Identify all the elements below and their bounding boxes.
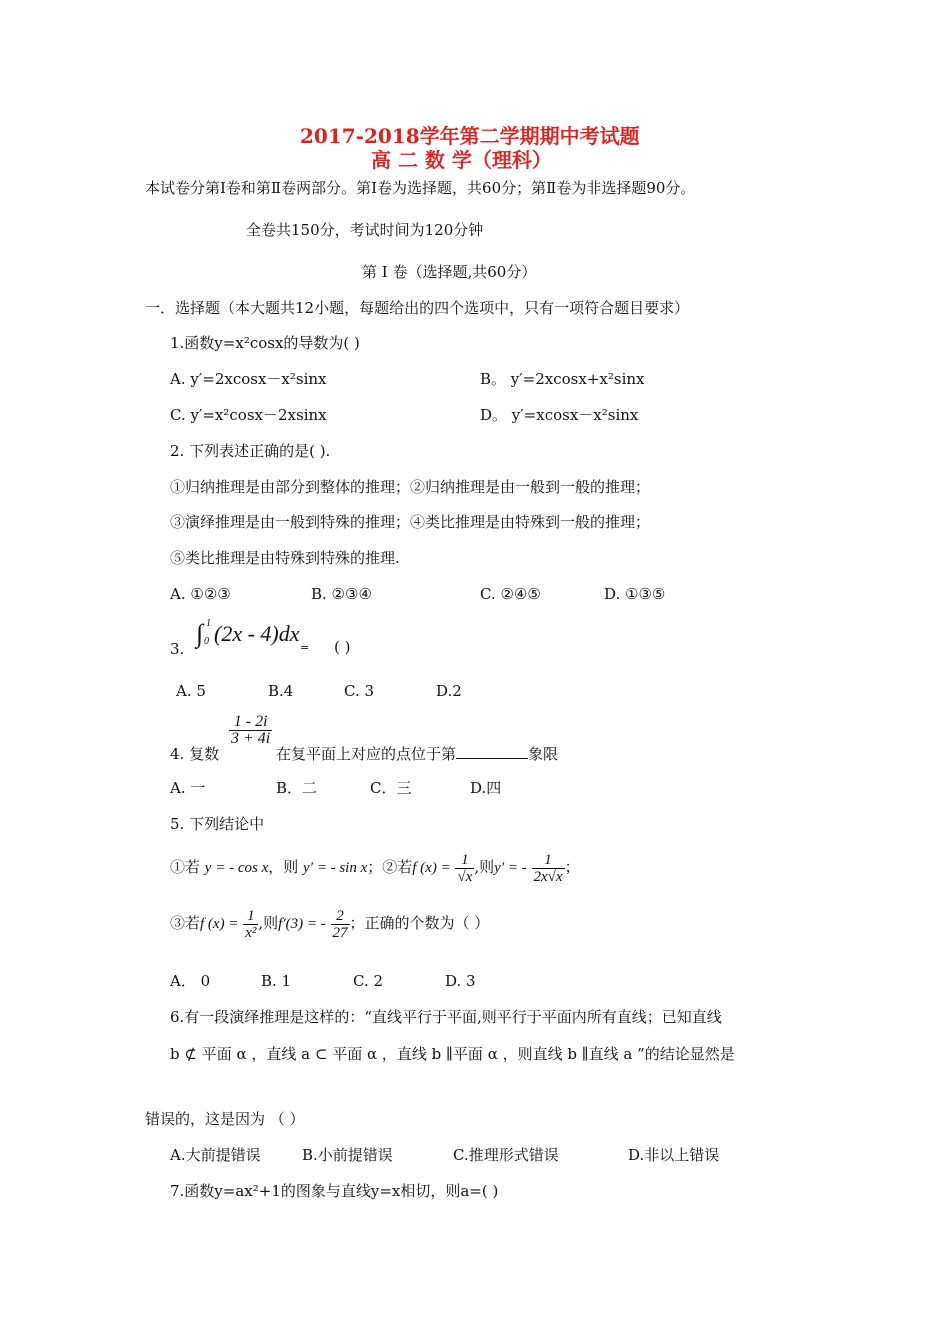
q5-s2-frac2-den: 27 — [332, 924, 348, 941]
q5-s1-frac2-num: 1 — [532, 852, 565, 869]
q6-stem: 6.有一段演绎推理是这样的：“直线平行于平面,则平行于平面内所有直线；已知直线 — [170, 1008, 722, 1026]
q1-option-d: D。 y′=xcosx－x²sinx — [480, 406, 639, 424]
exam-title: 2017-2018学年第二学期期中考试题 — [300, 124, 640, 148]
q5-s1-frac1-den: √x — [457, 868, 473, 885]
q3-equals: = — [300, 641, 310, 654]
q5-s2-text-b: ,则 — [258, 914, 279, 932]
q4-frac-numerator: 1 - 2i — [229, 714, 272, 731]
q2-option-a: A. ①②③ — [170, 585, 231, 603]
q1-option-c: C. y′=x²cosx－2xsinx — [170, 406, 327, 424]
q1-stem: 1.函数y=x²cosx的导数为( ) — [170, 334, 360, 352]
q5-s1-expr3: f (x) = — [412, 860, 451, 876]
q3-integrand: (2x - 4)dx — [214, 621, 300, 646]
q5-option-d: D. 3 — [445, 972, 476, 990]
q4-option-d: D.四 — [470, 779, 502, 797]
q5-s2-expr: f (x) = — [200, 916, 239, 932]
q7-stem: 7.函数y=ax²+1的图象与直线y=x相切，则a=( ) — [170, 1182, 499, 1200]
q5-option-a: A． 0 — [170, 972, 211, 990]
intro-line-2: 全卷共150分，考试时间为120分钟 — [246, 221, 484, 239]
q4-answer-blank — [456, 744, 528, 759]
q5-s1-frac1-num: 1 — [455, 852, 474, 869]
q5-s2-expr2: f′(3) = - — [278, 916, 326, 932]
q3-option-b: B.4 — [268, 682, 294, 700]
q4-fraction — [229, 714, 272, 747]
q5-option-c: C. 2 — [353, 972, 384, 990]
q4-option-b: B．二 — [276, 779, 318, 797]
q5-option-b: B. 1 — [261, 972, 292, 990]
q4-stem-text: 在复平面上对应的点位于第 — [276, 745, 457, 763]
q3-number: 3. — [170, 640, 185, 658]
q5-s1-text-a: ①若 — [170, 858, 201, 876]
q6-line-3: 错误的，这是因为 （ ） — [145, 1110, 305, 1128]
q5-s1-text-d: ,则 — [474, 858, 495, 876]
section-heading: 一．选择题（本大题共12小题，每题给出的四个选项中，只有一项符合题目要求） — [145, 299, 690, 317]
q5-s2-frac1-num: 1 — [243, 908, 258, 925]
q1-option-a: A. y′=2xcosx－x²sinx — [170, 370, 327, 388]
q2-statement-3: ⑤类比推理是由特殊到特殊的推理. — [170, 549, 400, 567]
q2-stem: 2. 下列表述正确的是( ). — [170, 442, 331, 460]
exam-subtitle: 高 二 数 学（理科） — [371, 148, 552, 172]
q6-option-d: D.非以上错误 — [628, 1146, 720, 1164]
q2-option-d: D. ①③⑤ — [604, 585, 666, 603]
q4-stem-rest — [276, 744, 558, 764]
q3-option-a: A. 5 — [176, 682, 206, 700]
part1-title: 第 Ⅰ 卷（选择题,共60分） — [362, 263, 537, 281]
q5-s1-text-b: ，则 — [268, 858, 299, 876]
q3-option-c: C. 3 — [344, 682, 375, 700]
q5-s2-frac1-den: x² — [245, 924, 257, 941]
q6-option-c: C.推理形式错误 — [453, 1146, 559, 1164]
q4-option-a: A. 一 — [170, 779, 206, 797]
q5-s2-text-a: ③若 — [170, 914, 201, 932]
q3-upper-limit: 1 — [206, 618, 211, 629]
q4-stem-end: 象限 — [528, 745, 559, 763]
q2-option-c: C. ②④⑤ — [480, 585, 541, 603]
q4-number: 4. 复数 — [170, 745, 220, 763]
intro-line-1: 本试卷分第Ⅰ卷和第Ⅱ卷两部分。第Ⅰ卷为选择题，共60分；第Ⅱ卷为非选择题90分。 — [145, 179, 696, 197]
q2-option-b: B. ②③④ — [311, 585, 372, 603]
q6-line-2: b ⊄ 平面 α ，直线 a ⊂ 平面 α ，直线 b ∥平面 α ，则直线 b ∥直线 a ”的结论显然是 — [170, 1045, 735, 1063]
q3-option-d: D.2 — [436, 682, 462, 700]
q4-frac-denominator: 3 + 4i — [231, 730, 271, 747]
q5-s1-text-e: ； — [564, 858, 580, 876]
q1-option-b: B。 y′=2xcosx+x²sinx — [480, 370, 645, 388]
q5-stem: 5. 下列结论中 — [170, 815, 265, 833]
q6-option-b: B.小前提错误 — [302, 1146, 393, 1164]
q5-s1-text-c: ；②若 — [367, 858, 413, 876]
q5-statement-1 — [170, 850, 580, 885]
q3-answer-paren: ( ) — [334, 638, 351, 656]
q5-s1-frac2-den: 2x√x — [533, 868, 563, 885]
q5-s1-expr4: y′ = - — [494, 860, 527, 876]
q3-lower-limit: 0 — [204, 636, 209, 647]
q5-s1-expr: y = - cos x — [204, 860, 269, 876]
q2-statement-1: ①归纳推理是由部分到整体的推理；②归纳推理是由一般到一般的推理； — [170, 478, 651, 496]
q5-s2-text-c: ；正确的个数为（ ） — [349, 914, 490, 932]
q5-statement-2 — [170, 906, 489, 941]
q5-s1-expr2: y′ = - sin x — [303, 860, 368, 876]
q6-option-a: A.大前提错误 — [170, 1146, 261, 1164]
q2-statement-2: ③演绎推理是由一般到特殊的推理；④类比推理是由特殊到一般的推理； — [170, 513, 651, 531]
q4-option-c: C．三 — [370, 779, 412, 797]
q5-s2-frac2-num: 2 — [331, 908, 350, 925]
q3-integral-sign: ∫ — [196, 619, 204, 648]
